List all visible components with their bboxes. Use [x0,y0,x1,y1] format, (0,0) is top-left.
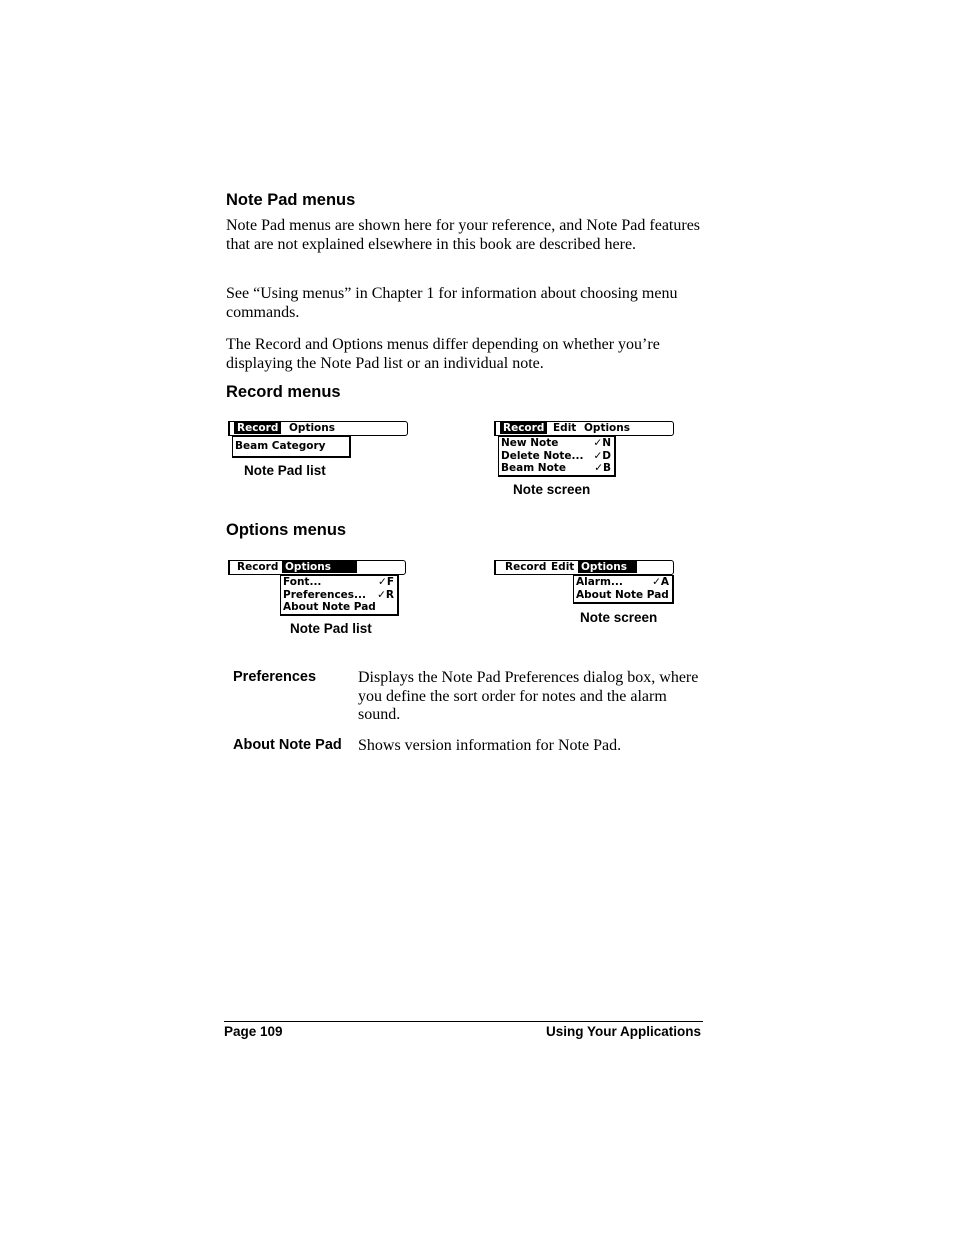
menu-item-new-note[interactable]: New Note ✓N [501,437,611,449]
menu-edit[interactable]: Edit [553,422,577,434]
menu-item-about-note-pad[interactable]: About Note Pad [283,601,376,613]
menu-record[interactable]: Record [237,561,279,573]
menu-item-preferences[interactable]: Preferences... ✓R [283,588,394,601]
figure-caption: Note Pad list [244,463,326,478]
menu-item-delete-note[interactable]: Delete Note... ✓D [501,449,611,462]
shortcut-label: ✓B [594,462,611,474]
menu-item-about-note-pad[interactable]: About Note Pad [576,588,669,601]
section-heading: Note Pad menus [226,191,356,209]
record-menus-heading: Record menus [226,383,341,401]
menu-record[interactable]: Record [234,422,281,434]
shortcut-label: ✓D [593,449,611,462]
footer-rule [224,1021,703,1022]
shortcut-label: ✓R [377,588,394,601]
options-dropdown [573,575,674,604]
options-menus-heading: Options menus [226,521,347,539]
shortcut-label: ✓A [652,576,669,588]
menubar [494,421,674,436]
menu-options[interactable]: Options [282,561,357,573]
menu-options[interactable]: Options [578,561,637,573]
menus-reference-paragraph: See “Using menus” in Chapter 1 for information about choosing menu commands. [226,285,678,321]
menu-edit[interactable]: Edit [551,561,575,573]
figure-caption: Note screen [513,482,591,497]
shortcut-label: ✓N [593,437,611,449]
menu-options[interactable]: Options [584,422,630,434]
menu-item-alarm[interactable]: Alarm... ✓A [576,576,669,588]
definition-preferences: Displays the Note Pad Preferences dialog box, where you define the sort order for notes and the alarm sound. [358,669,699,723]
definition-about-note-pad: Shows version information for Note Pad. [358,737,622,754]
term-preferences: Preferences [233,669,317,685]
menu-record[interactable]: Record [500,422,547,434]
page-number: Page 109 [224,1024,283,1039]
record-dropdown [232,436,351,458]
figure-caption: Note screen [580,610,658,625]
menu-item-beam-category[interactable]: Beam Category [235,440,326,452]
options-dropdown [280,575,399,616]
shortcut-label: ✓F [378,576,394,588]
menus-differ-paragraph: The Record and Options menus differ depending on whether you’re displaying the Note Pad list or an individual note. [226,336,660,372]
intro-paragraph: Note Pad menus are shown here for your reference, and Note Pad features that are not explained elsewhere in this book are described here. [226,217,701,253]
menu-record[interactable]: Record [505,561,547,573]
menubar [494,560,674,575]
figure-caption: Note Pad list [290,621,372,636]
record-dropdown [498,436,616,477]
menubar [228,421,408,436]
menu-item-beam-note[interactable]: Beam Note ✓B [501,462,611,474]
menu-options[interactable]: Options [289,422,335,434]
footer-section-title: Using Your Applications [545,1024,701,1039]
menubar [228,560,406,575]
term-about-note-pad: About Note Pad [233,737,342,753]
menu-item-font[interactable]: Font... ✓F [283,576,394,588]
